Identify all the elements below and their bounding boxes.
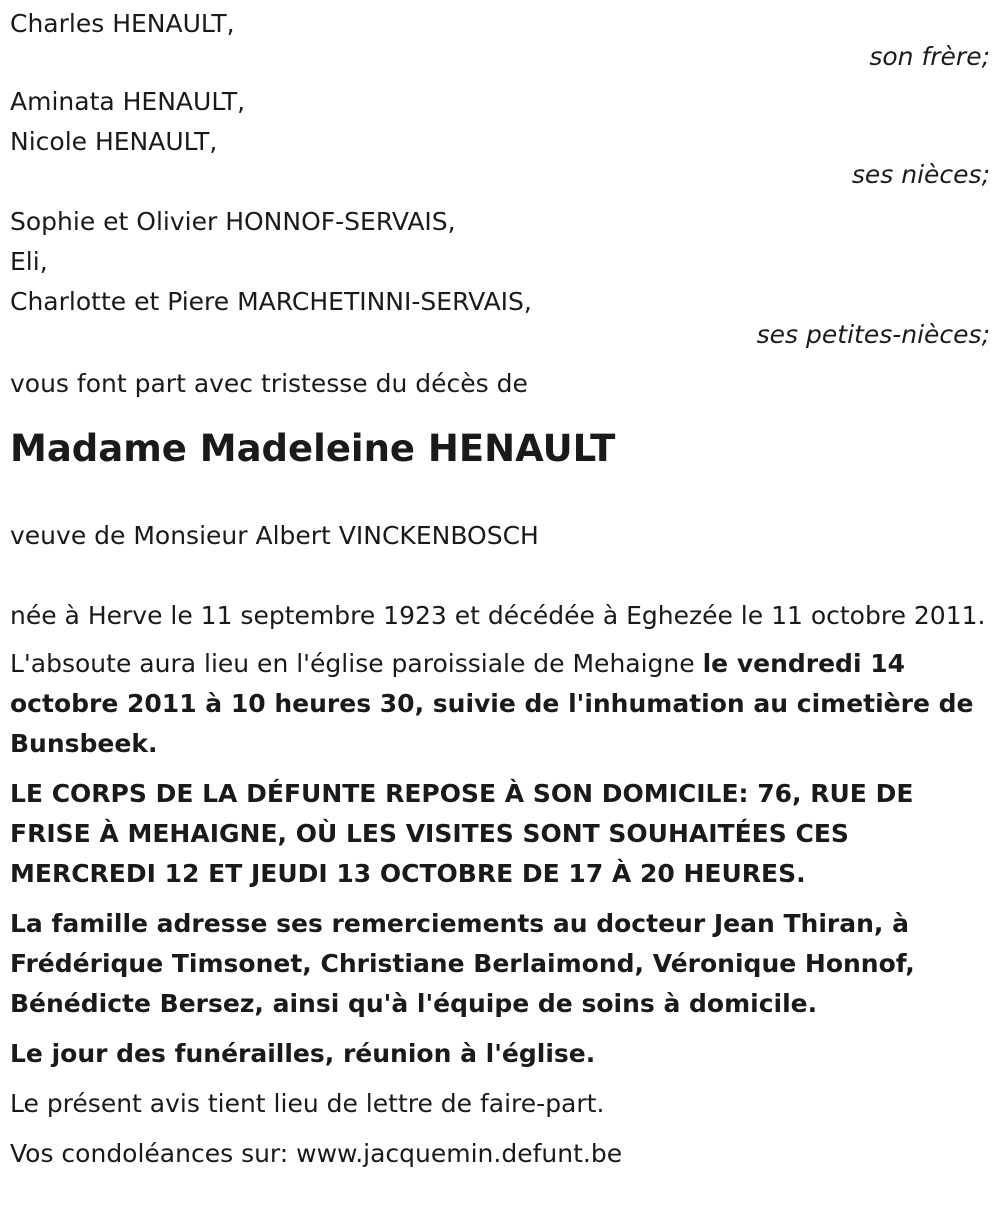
family-name: Sophie et Olivier HONNOF-SERVAIS, (10, 207, 456, 236)
ceremony-text (10, 644, 990, 764)
intro-text: vous font part avec tristesse du décès de (10, 369, 528, 398)
family-name: Aminata HENAULT, (10, 87, 246, 116)
relation-label: ses nièces; (851, 160, 990, 189)
ceremony-plain: L'absoute aura lieu en l'église paroissiale de Mehaigne (10, 649, 703, 678)
family-name: Charlotte et Piere MARCHETINNI-SERVAIS, (10, 287, 532, 316)
relation-label: ses petites-nièces; (756, 320, 990, 349)
family-name: Eli, (10, 247, 48, 276)
deceased-name: Madame Madeleine HENAULT (10, 427, 616, 470)
body-rests-text: LE CORPS DE LA DÉFUNTE REPOSE À SON DOMICILE: 76, RUE DE FRISE À MEHAIGNE, OÙ LES VISITES SONT SOUHAITÉES CES MERCREDI 12 ET JEUDI 13 OCTOBRE DE 17 À 20 HEURES. (10, 779, 914, 888)
brother-group (10, 4, 990, 70)
obituary-notice (10, 4, 990, 1184)
relation-label: son frère; (869, 42, 990, 71)
notice-text: Le présent avis tient lieu de lettre de faire-part. (10, 1089, 605, 1118)
family-name: Charles HENAULT, (10, 9, 235, 38)
funeral-day-text: Le jour des funérailles, réunion à l'église. (10, 1039, 596, 1068)
grand-nieces-group (10, 202, 990, 348)
thanks-text: La famille adresse ses remerciements au docteur Jean Thiran, à Frédérique Timsonet, Christiane Berlaimond, Véronique Honnof, Bénédicte Bersez, ainsi qu'à l'équipe de soins à domicile. (10, 909, 915, 1018)
condolences-text: Vos condoléances sur: www.jacquemin.defunt.be (10, 1139, 623, 1168)
family-name: Nicole HENAULT, (10, 127, 218, 156)
ceremony-details: le vendredi 14 octobre 2011 à 10 heures 30, suivie de l'inhumation au cimetière de Bunsbeek. (10, 649, 974, 758)
nieces-group (10, 82, 990, 188)
birth-death-text: née à Herve le 11 septembre 1923 et décédée à Eghezée le 11 octobre 2011. (10, 601, 986, 630)
widow-of: veuve de Monsieur Albert VINCKENBOSCH (10, 521, 539, 550)
